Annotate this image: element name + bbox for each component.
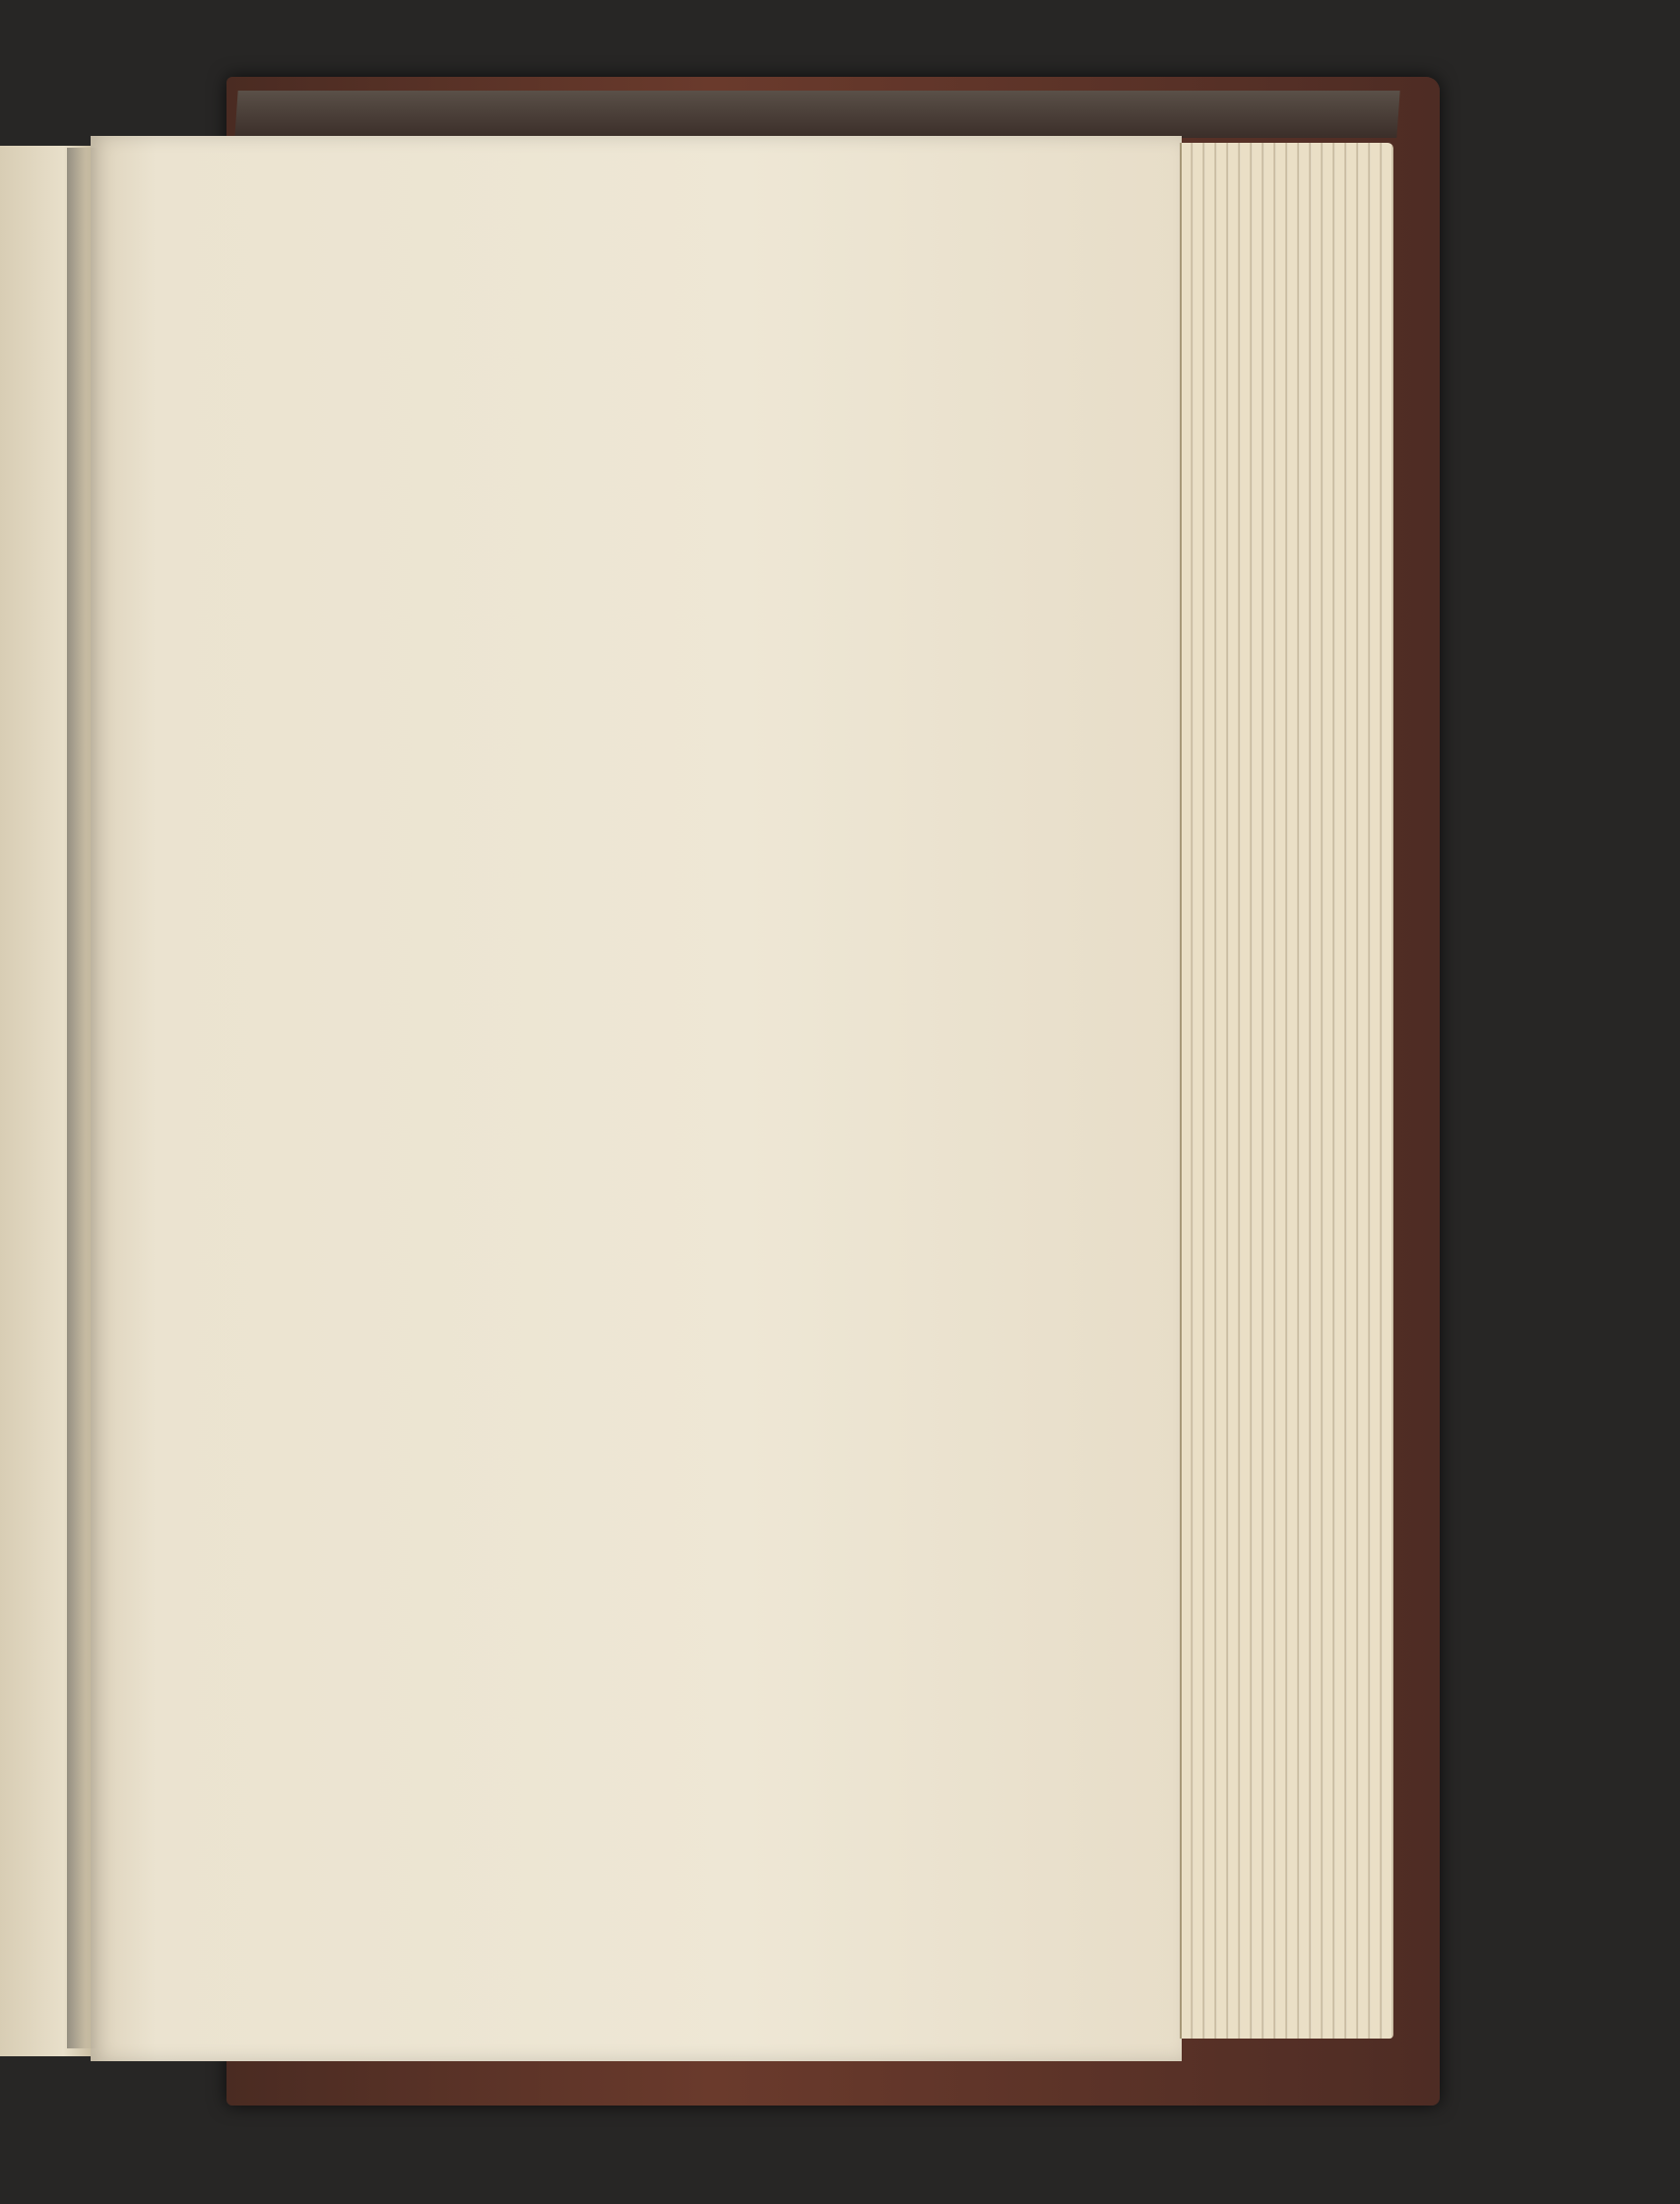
- running-header: [207, 225, 965, 270]
- book-gutter: [67, 148, 98, 2048]
- page-edges: [1180, 143, 1393, 2039]
- book-headband: [234, 91, 1399, 138]
- right-page: [91, 136, 1182, 2061]
